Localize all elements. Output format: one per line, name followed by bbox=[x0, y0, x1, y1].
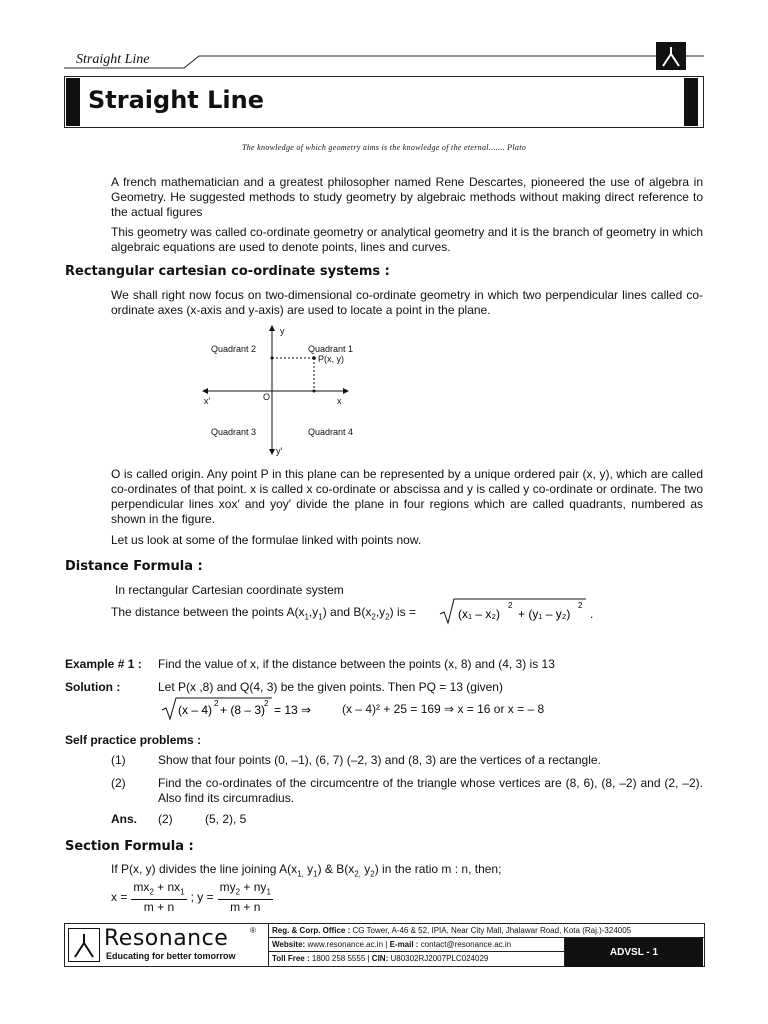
self-practice-heading: Self practice problems : bbox=[65, 733, 202, 747]
distance-heading: Distance Formula : bbox=[65, 559, 203, 574]
problem-2-text: Find the co-ordinates of the circumcentre of the triangle whose vertices are (8, 6), (8, –2) and (2, –2). Also find its circumradius. bbox=[158, 776, 703, 805]
problem-1-text: Show that four points (0, –1), (6, 7) (–2, 3) and (8, 3) are the vertices of a rectangle. bbox=[158, 753, 601, 767]
svg-text:+ (8 – 3): + (8 – 3) bbox=[220, 703, 266, 717]
svg-text:2: 2 bbox=[214, 699, 219, 708]
footer-logo-icon bbox=[68, 928, 100, 962]
example-label: Example # 1 : bbox=[65, 657, 142, 671]
plato-quote: The knowledge of which geometry aims is the knowledge of the eternal....... Plato bbox=[241, 143, 527, 152]
solution-text: Let P(x ,8) and Q(4, 3) be the given points. Then PQ = 13 (given) bbox=[158, 680, 503, 694]
solution-label: Solution : bbox=[65, 680, 121, 694]
svg-text:2: 2 bbox=[508, 601, 513, 610]
distance-line-1: In rectangular Cartesian coordinate system bbox=[115, 583, 344, 597]
svg-text:.: . bbox=[590, 607, 594, 621]
cartesian-paragraph-3: Let us look at some of the formulae linked with points now. bbox=[111, 533, 422, 547]
svg-text:2: 2 bbox=[578, 601, 583, 610]
svg-text:(x₁ – x₂): (x₁ – x₂) bbox=[458, 607, 501, 621]
solution-equation: (x – 4)² + 25 = 169 ⇒ x = 16 or x = – 8 bbox=[342, 702, 545, 716]
solution-radical bbox=[160, 696, 340, 722]
svg-text:= 13 ⇒: = 13 ⇒ bbox=[274, 703, 312, 717]
resonance-logo-icon bbox=[656, 42, 686, 70]
footer-tagline: Educating for better tomorrow bbox=[106, 951, 236, 961]
page-title: Straight Line bbox=[88, 86, 264, 114]
cartesian-heading: Rectangular cartesian co-ordinate systems : bbox=[65, 264, 390, 279]
title-bar-right bbox=[684, 78, 698, 126]
intro-paragraph-1: A french mathematician and a greatest philosopher named Rene Descartes, pioneered the use of algebra in Geometry. He suggested methods to study geometry by algebraic methods without making direct reference to the actual figures bbox=[111, 175, 703, 219]
svg-text:2: 2 bbox=[264, 699, 269, 708]
label-point-p: P(x, y) bbox=[318, 354, 344, 364]
label-y: y bbox=[280, 326, 285, 336]
answer-number: (2) bbox=[158, 812, 173, 826]
label-origin: O bbox=[263, 392, 271, 402]
footer-tollfree: Toll Free : 1800 258 5555 | CIN: U80302RJ2007PLC024029 bbox=[272, 954, 489, 963]
problem-2-number: (2) bbox=[111, 776, 126, 790]
label-x: x bbox=[337, 396, 342, 406]
cartesian-paragraph-1: We shall right now focus on two-dimensional co-ordinate geometry in which two perpendicular lines called co-ordinate axes (x-axis and y-axis) are used to locate a point in the plane. bbox=[111, 288, 703, 317]
footer-registered: ® bbox=[250, 926, 256, 935]
footer-contact: Website: www.resonance.ac.in | E-mail : contact@resonance.ac.in bbox=[272, 940, 512, 949]
page-code-badge: ADVSL - 1 bbox=[565, 938, 703, 967]
point-p bbox=[312, 356, 316, 360]
footer-brand: Resonance bbox=[104, 926, 229, 951]
title-bar-left bbox=[66, 78, 80, 126]
answer-value: (5, 2), 5 bbox=[205, 812, 247, 826]
footer-office: Reg. & Corp. Office : CG Tower, A-46 & 52, IPIA, Near City Mall, Jhalawar Road, Kota (Raj.)-324005 bbox=[272, 926, 632, 935]
label-y-prime: y′ bbox=[276, 446, 283, 456]
section-line: If P(x, y) divides the line joining $A(x_{1,}$ $y_1$) & $B(x_{2,}$ $y_2$) in the ratio m : n, then; bbox=[111, 862, 502, 879]
section-heading: Section Formula : bbox=[65, 839, 194, 854]
quadrant-diagram bbox=[200, 322, 370, 457]
running-header-title: Straight Line bbox=[76, 52, 150, 67]
label-x-prime: x′ bbox=[204, 396, 211, 406]
distance-formula-radical bbox=[438, 596, 598, 626]
section-formula: x = $\frac{mx_2 + nx_1}{m + n}$ ; y = $\frac{my_2 + ny_1}{m + n}$ bbox=[111, 880, 271, 915]
problem-1-number: (1) bbox=[111, 753, 126, 767]
svg-text:(x – 4): (x – 4) bbox=[178, 703, 213, 717]
distance-line-2: The distance between the points $A(x_1,y_1)$ and $B(x_2,y_2)$ is = bbox=[111, 605, 416, 622]
answer-label: Ans. bbox=[111, 812, 138, 826]
label-quadrant-1: Quadrant 1 bbox=[308, 344, 354, 354]
label-quadrant-2: Quadrant 2 bbox=[211, 344, 257, 354]
label-quadrant-4: Quadrant 4 bbox=[308, 427, 354, 437]
intro-paragraph-2: This geometry was called co-ordinate geometry or analytical geometry and it is the branch of geometry in which algebraic equations are used to denote points, lines and curves. bbox=[111, 225, 703, 254]
header-rule bbox=[64, 52, 708, 72]
cartesian-paragraph-2: O is called origin. Any point P in this plane can be represented by a unique ordered pair (x, y), which are called co-ordinates of that point. x is called x co-ordinate or abscissa and y is called y co-ordinate or ordinate. The two perpendicular lines xox′ and yoy′ divide the plane in four regions which are called quadrants, numbered as shown in the figure. bbox=[111, 467, 703, 526]
example-text: Find the value of x, if the distance between the points (x, 8) and (4, 3) is 13 bbox=[158, 657, 555, 671]
label-quadrant-3: Quadrant 3 bbox=[211, 427, 257, 437]
svg-text:+ (y₁ – y₂): + (y₁ – y₂) bbox=[518, 607, 571, 621]
